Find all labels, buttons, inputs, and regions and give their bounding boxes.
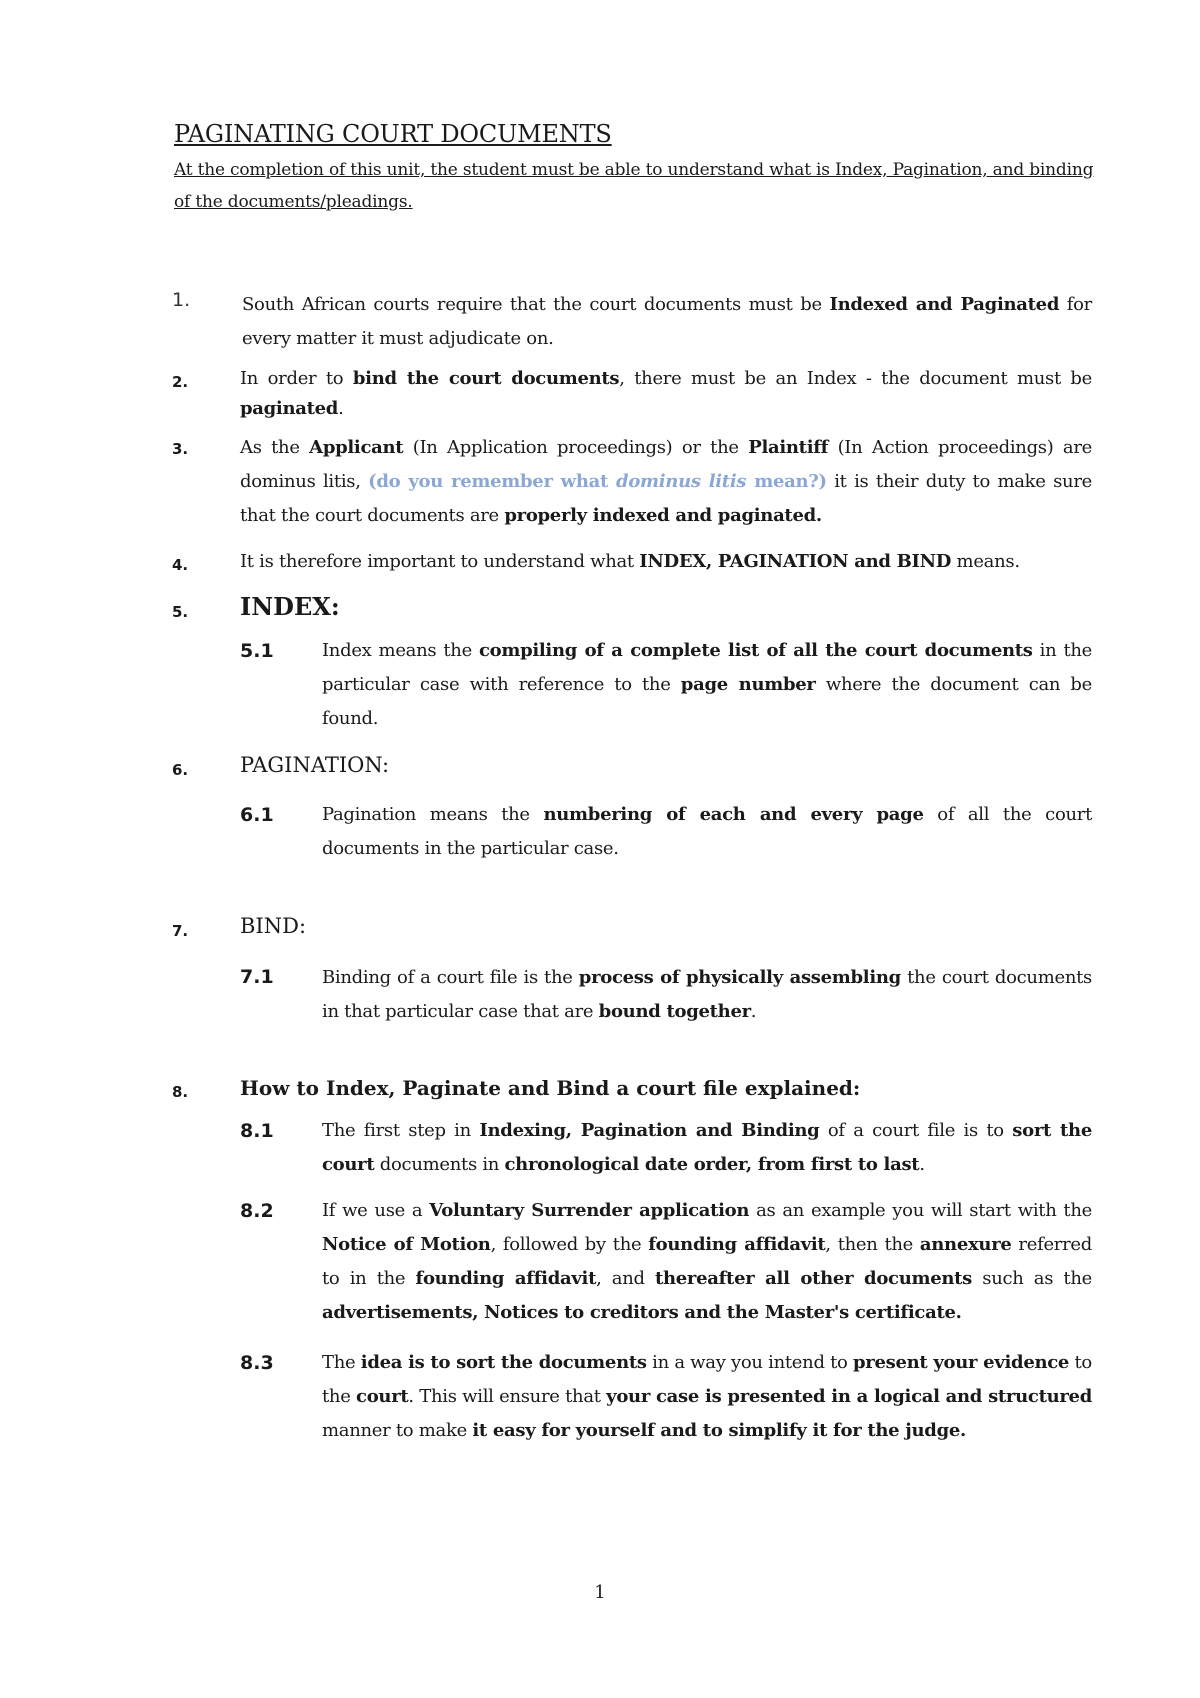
subitem-number-8-3: 8.3 [240,1352,274,1374]
subitem-5-1-text: Index means the compiling of a complete list of all the court documents in the particular case with reference to the page number where the document can be found. [322,640,1093,729]
subitem-number-8-2: 8.2 [240,1200,274,1222]
item-number-6: 6. [172,761,189,779]
item-2-text: In order to bind the court documents, there must be an Index - the document must be paginated. [240,368,1092,419]
item-number-1: 1. [172,289,191,311]
item-number-7: 7. [172,922,189,940]
item-4-text: It is therefore important to understand what INDEX, PAGINATION and BIND means. [240,551,1020,572]
subitem-8-1-text: The first step in Indexing, Pagination and Binding of a court file is to sort the court documents in chronological date order, from first to last. [322,1120,1092,1175]
section-heading-bind: BIND: [240,914,307,938]
item-number-2: 2. [172,373,189,391]
subitem-number-6-1: 6.1 [240,804,274,826]
document-title: PAGINATING COURT DOCUMENTS [174,120,612,148]
document-subtitle: At the completion of this unit, the student must be able to understand what is Index, Pagination, and binding of the documents/pleadings. [174,160,1094,212]
subitem-7-1-text: Binding of a court file is the process of physically assembling the court documents in that particular case that are bound together. [322,967,1092,1022]
subitem-number-5-1: 5.1 [240,640,274,662]
item-number-3: 3. [172,440,189,458]
page-number: 1 [594,1582,606,1603]
section-heading-index: INDEX: [240,592,340,621]
item-number-4: 4. [172,556,189,574]
highlight-question: (do you remember what dominus litis mean?) [368,471,827,492]
subitem-number-7-1: 7.1 [240,966,274,988]
subitem-8-3-text: The idea is to sort the documents in a way you intend to present your evidence to the court. This will ensure that your case is presented in a logical and structured manner to make it easy for yourself and to simplify it for the judge. [322,1352,1092,1441]
section-heading-explained: How to Index, Paginate and Bind a court file explained: [240,1076,861,1100]
item-number-5: 5. [172,603,189,621]
subitem-8-2-text: If we use a Voluntary Surrender application as an example you will start with the Notice of Motion, followed by the founding affidavit, then the annexure referred to in the founding affidavit, and thereafter all other documents such as the advertisements, Notices to creditors and the Master's certificate. [322,1200,1092,1323]
item-1-text: South African courts require that the court documents must be Indexed and Paginated for every matter it must adjudicate on. [242,294,1092,349]
subitem-number-8-1: 8.1 [240,1120,274,1142]
subitem-6-1-text: Pagination means the numbering of each and every page of all the court documents in the particular case. [322,804,1093,859]
item-3-text: As the Applicant (In Application proceedings) or the Plaintiff (In Action proceedings) are dominus litis, (do you remember what dominus litis mean?) it is their duty to make sure that the court documents are properly indexed and paginated. [240,437,1093,526]
section-heading-pagination: PAGINATION: [240,753,390,777]
item-number-8: 8. [172,1083,189,1101]
